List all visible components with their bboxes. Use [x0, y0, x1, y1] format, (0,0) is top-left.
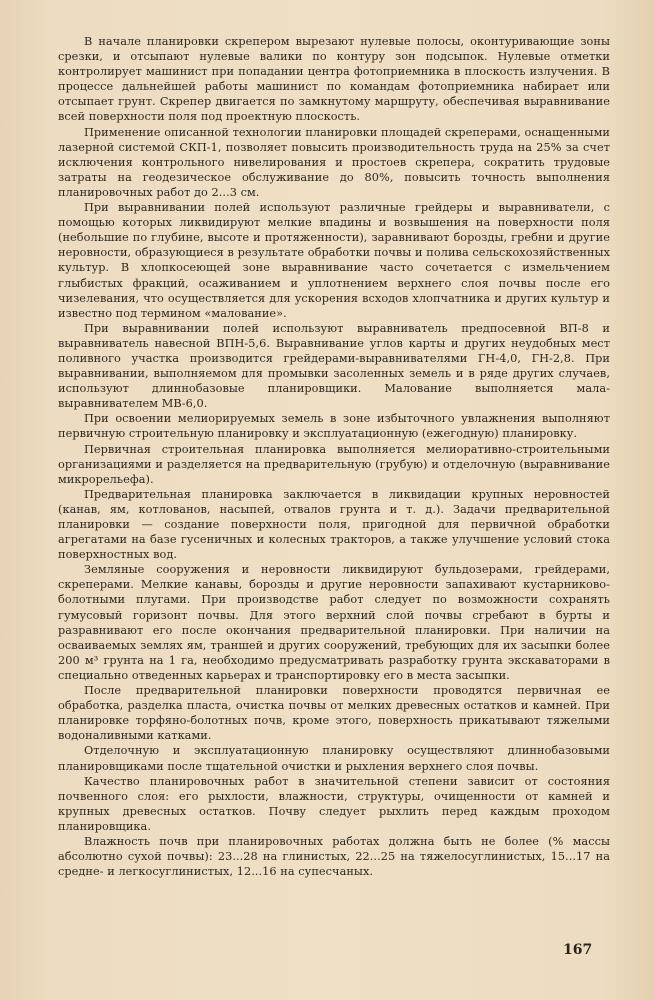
paragraph-graders-levelers: При выравнивании полей используют различные грейдеры и выравниватели, с помощью которых ликвидируют мелкие впадины и возвышения на поверхности поля (небольшие по глубине, высоте и протяженности), заравнивают борозды, гребни и другие неровности, образующиеся в результате обработки почвы и полива сельскохозяйственных культур. В хлопкосеющей зоне выравнивание часто сочетается с измельчением глыбистых фракций, осаживанием и уплотнением верхнего слоя почвы после его чизелевания, что осуществляется для ускорения всходов хлопчатника и других культур и известно под термином «малование».: [58, 201, 610, 320]
paragraph-after-preliminary: После предварительной планировки поверхности проводятся первичная ее обработка, разделка пласта, очистка почвы от мелких древесных остатков и камней. При планировке торфяно-болотных почв, кроме этого, поверхность прикатывают тяжелыми водоналивными катками.: [58, 684, 610, 743]
body-text: [58, 34, 610, 879]
paragraph-laser-system: Применение описанной технологии планировки площадей скреперами, оснащенными лазерной системой СКП-1, позволяет повысить производительность труда на 25% за счет исключения контрольного нивелирования и простоев скрепера, сократить трудовые затраты на геодезическое обслуживание до 80%, повысить точность выполнения планировочных работ до 2...3 см.: [58, 125, 610, 199]
paragraph-earthworks: Земляные сооружения и неровности ликвидируют бульдозерами, грейдерами, скреперами. Мелкие канавы, борозды и другие неровности запахивают кустарниково-болотными плугами. При производстве работ следует по возможности сохранять гумусовый горизонт почвы. Для этого верхний слой почвы сгребают в бурты и разравнивают его после окончания предварительной планировки. При наличии на осваиваемых землях ям, траншей и других сооружений, требующих для их засыпки более 200 м³ грунта на 1 га, необходимо предусматривать разработку грунта экскаваторами в специально отведенных карьерах и транспортировку его в места засыпки.: [58, 563, 610, 682]
page-number: 167: [563, 942, 593, 958]
paragraph-primary-construction: Первичная строительная планировка выполняется мелиоративно-строительными организациями и разделяется на предварительную (грубую) и отделочную (выравнивание микрорельефа).: [58, 442, 610, 486]
paragraph-leveler-models: При выравнивании полей используют выравниватель предпосевной ВП-8 и выравниватель навесной ВПН-5,6. Выравнивание углов карты и других неудобных мест поливного участка производится грейдерами-выравнивателями ГН-4,0, ГН-2,8. При выравнивании, выполняемом для промывки засоленных земель и в ряде других случаев, используют длиннобазовые планировщики. Малование выполняется мала-выравнивателем МВ-6,0.: [58, 321, 610, 411]
paragraph-quality: Качество планировочных работ в значительной степени зависит от состояния почвенного слоя: его рыхлости, влажности, структуры, очищенности от камней и крупных древесных остатков. Почву следует рыхлить перед каждым проходом планировщика.: [58, 774, 610, 833]
paragraph-excess-moisture: При освоении мелиорируемых земель в зоне избыточного увлажнения выполняют первичную строительную планировку и эксплуатационную (ежегодную) планировку.: [58, 412, 610, 441]
paragraph-preliminary-planning: Предварительная планировка заключается в ликвидации крупных неровностей (канав, ям, котлованов, насыпей, отвалов грунта и т. д.). Задачи предварительной планировки — создание поверхности поля, пригодной для первичной обработки агрегатами на базе гусеничных и колесных тракторов, а также улучшение условий стока поверхностных вод.: [58, 487, 610, 562]
paragraph-scraper-zero-strips: В начале планировки скрепером вырезают нулевые полосы, оконтуривающие зоны срезки, и отсыпают нулевые валики по контуру зон подсыпок. Нулевые отметки контролирует машинист при попадании центра фотоприемника в плоскость излучения. В процессе дальнейшей работы машинист по командам фотоприемника набирает или отсыпает грунт. Скрепер двигается по замкнутому маршруту, обеспечивая выравнивание всей поверхности поля под проектную плоскость.: [58, 35, 610, 124]
paragraph-finishing-planning: Отделочную и эксплуатационную планировку осуществляют длиннобазовыми планировщиками после тщательной очистки и рыхления верхнего слоя почвы.: [58, 744, 610, 773]
paragraph-soil-moisture: Влажность почв при планировочных работах должна быть не более (% массы абсолютно сухой почвы): 23...28 на глинистых, 22...25 на тяжелосуглинистых, 15...17 на средне- и легкосуглинистых, 12...16 на супесчаных.: [58, 834, 610, 879]
